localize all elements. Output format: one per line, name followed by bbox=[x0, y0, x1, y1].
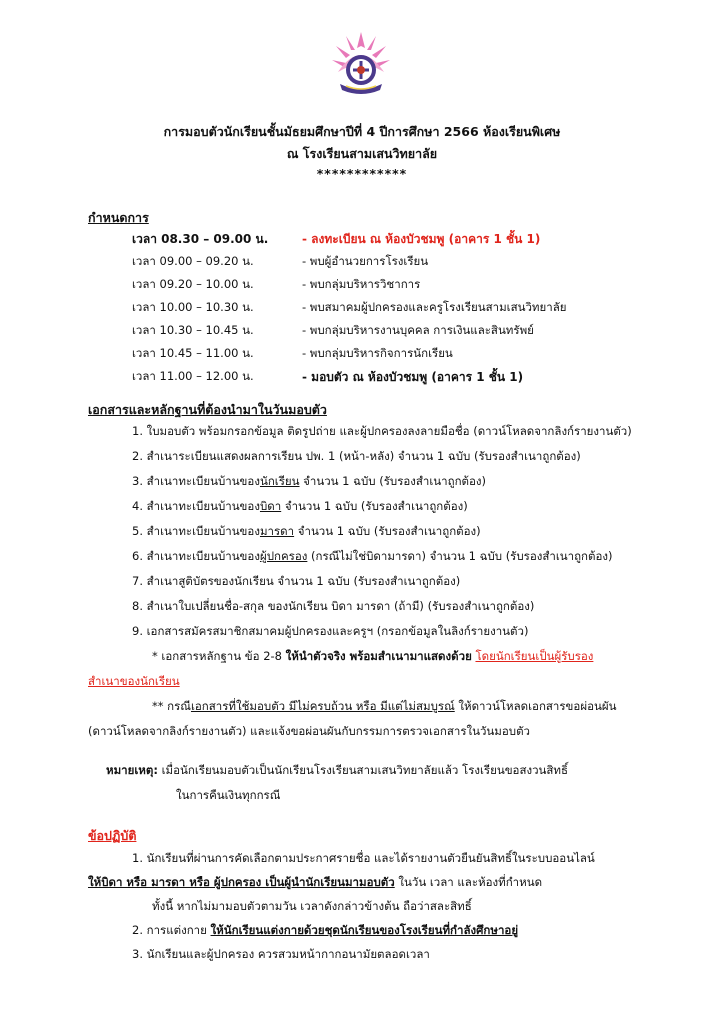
document-item-text: 2. สำเนาระเบียนแสดงผลการเรียน ปพ. 1 (หน้า-หลัง) จำนวน 1 ฉบับ (รับรองสำเนาถูกต้อง) bbox=[132, 449, 581, 463]
document-item-underlined: บิดา bbox=[259, 499, 282, 513]
document-item-text: 4. สำเนาทะเบียนบ้านของ bbox=[132, 499, 260, 513]
school-emblem-icon bbox=[328, 28, 394, 100]
document-title: การมอบตัวนักเรียนชั้นมัธยมศึกษาปีที่ 4 ปีการศึกษา 2566 ห้องเรียนพิเศษ bbox=[163, 124, 561, 139]
rule-text: 2. การแต่งกาย bbox=[132, 923, 211, 937]
note-original-documents bbox=[152, 648, 593, 666]
document-item bbox=[132, 448, 581, 466]
document-item-text: 7. สำเนาสูติบัตรของนักเรียน จำนวน 1 ฉบับ (รับรองสำเนาถูกต้อง) bbox=[132, 574, 461, 588]
document-item-text: จำนวน 1 ฉบับ (รับรองสำเนาถูกต้อง) bbox=[299, 474, 487, 488]
schedule-time: เวลา 09.20 – 10.00 น. bbox=[132, 277, 254, 291]
remark-text: เมื่อนักเรียนมอบตัวเป็นนักเรียนโรงเรียนสามเสนวิทยาลัยแล้ว โรงเรียนขอสงวนสิทธิ์ bbox=[157, 763, 569, 777]
documents-heading: เอกสารและหลักฐานที่ต้องนำมาในวันมอบตัว bbox=[88, 402, 327, 417]
document-item bbox=[132, 498, 468, 516]
document-item-underlined: นักเรียน bbox=[259, 474, 300, 488]
schedule-time: เวลา 10.00 – 10.30 น. bbox=[132, 300, 254, 314]
document-item-text: 9. เอกสารสมัครสมาชิกสมาคมผู้ปกครองและครูฯ (กรอกข้อมูลในลิงก์รายงานตัว) bbox=[132, 624, 529, 638]
rule-item: 1. นักเรียนที่ผ่านการคัดเลือกตามประกาศรายชื่อ และได้รายงานตัวยืนยันสิทธิ์ในระบบออนไลน์ bbox=[132, 851, 595, 865]
note-continuation: (ดาวน์โหลดจากลิงก์รายงานตัว) และแจ้งขอผ่อนผันกับกรรมการตรวจเอกสารในวันมอบตัว bbox=[88, 724, 530, 738]
document-item-text: 3. สำเนาทะเบียนบ้านของ bbox=[132, 474, 260, 488]
note-text: ** กรณี bbox=[152, 699, 191, 713]
document-item-underlined: มารดา bbox=[259, 524, 295, 538]
document-item bbox=[132, 548, 613, 566]
document-item bbox=[132, 573, 460, 591]
document-subtitle: ณ โรงเรียนสามเสนวิทยาลัย bbox=[286, 146, 438, 161]
remark bbox=[106, 762, 568, 780]
document-item bbox=[132, 598, 534, 616]
schedule-activity: - พบกลุ่มบริหารงานบุคคล การเงินและสินทรัพย์ bbox=[302, 323, 534, 337]
note-red-continuation: สำเนาของนักเรียน bbox=[88, 674, 180, 688]
note-bold-text: ให้นำตัวจริง พร้อมสำเนามาแสดงด้วย bbox=[285, 649, 472, 663]
document-item-text: 8. สำเนาใบเปลี่ยนชื่อ-สกุล ของนักเรียน บิดา มารดา (ถ้ามี) (รับรองสำเนาถูกต้อง) bbox=[132, 599, 535, 613]
rule-item: ทั้งนี้ หากไม่มามอบตัวตามวัน เวลาดังกล่าวข้างต้น ถือว่าสละสิทธิ์ bbox=[152, 899, 472, 913]
schedule-activity: - ลงทะเบียน ณ ห้องบัวชมพู (อาคาร 1 ชั้น 1) bbox=[302, 232, 541, 246]
note-underlined-text: เอกสารที่ใช้มอบตัว มีไม่ครบถ้วน หรือ มีแต่ไม่สมบูรณ์ bbox=[190, 699, 455, 713]
schedule-activity: - มอบตัว ณ ห้องบัวชมพู (อาคาร 1 ชั้น 1) bbox=[302, 370, 524, 384]
document-item bbox=[132, 473, 486, 491]
title-separator: ************ bbox=[316, 166, 408, 181]
rule-item: 3. นักเรียนและผู้ปกครอง ควรสวมหน้ากากอนามัยตลอดเวลา bbox=[132, 947, 430, 961]
document-item bbox=[132, 523, 481, 541]
rule-text: ในวัน เวลา และห้องที่กำหนด bbox=[394, 875, 543, 889]
document-item-text: (กรณีไม่ใช่บิดามารดา) จำนวน 1 ฉบับ (รับรองสำเนาถูกต้อง) bbox=[307, 549, 613, 563]
rule-bold-text: ให้บิดา หรือ มารดา หรือ ผู้ปกครอง เป็นผู้นำนักเรียนมามอบตัว bbox=[88, 875, 395, 889]
schedule-activity: - พบกลุ่มบริหารกิจการนักเรียน bbox=[302, 346, 453, 360]
note-red-text: โดยนักเรียนเป็นผู้รับรอง bbox=[475, 649, 594, 663]
document-item bbox=[132, 623, 528, 641]
note-incomplete-documents bbox=[152, 698, 616, 716]
schedule-time: เวลา 10.45 – 11.00 น. bbox=[132, 346, 254, 360]
schedule-activity: - พบสมาคมผู้ปกครองและครูโรงเรียนสามเสนวิทยาลัย bbox=[302, 300, 567, 314]
document-item-text: 6. สำเนาทะเบียนบ้านของ bbox=[132, 549, 260, 563]
remark-continuation: ในการคืนเงินทุกกรณี bbox=[176, 788, 281, 802]
document-item bbox=[132, 423, 632, 441]
rules-heading: ข้อปฏิบัติ bbox=[88, 828, 137, 843]
document-item-underlined: ผู้ปกครอง bbox=[259, 549, 308, 563]
rule-bold-text: ให้นักเรียนแต่งกายด้วยชุดนักเรียนของโรงเรียนที่กำลังศึกษาอยู่ bbox=[210, 923, 519, 937]
note-text: * เอกสารหลักฐาน ข้อ 2-8 bbox=[152, 649, 286, 663]
schedule-time: เวลา 10.30 – 10.45 น. bbox=[132, 323, 254, 337]
note-text: ให้ดาวน์โหลดเอกสารขอผ่อนผัน bbox=[454, 699, 617, 713]
schedule-heading: กำหนดการ bbox=[88, 210, 149, 225]
document-item-text: จำนวน 1 ฉบับ (รับรองสำเนาถูกต้อง) bbox=[281, 499, 468, 513]
document-item-text: 5. สำเนาทะเบียนบ้านของ bbox=[132, 524, 260, 538]
remark-label: หมายเหตุ: bbox=[106, 763, 158, 777]
schedule-time: เวลา 11.00 – 12.00 น. bbox=[132, 369, 254, 383]
schedule-time: เวลา 09.00 – 09.20 น. bbox=[132, 254, 254, 268]
schedule-activity: - พบผู้อำนวยการโรงเรียน bbox=[302, 254, 429, 268]
rule-item bbox=[88, 874, 542, 892]
document-item-text: 1. ใบมอบตัว พร้อมกรอกข้อมูล ติดรูปถ่าย และผู้ปกครองลงลายมือชื่อ (ดาวน์โหลดจากลิงก์รายงานตัว) bbox=[132, 424, 632, 438]
schedule-activity: - พบกลุ่มบริหารวิชาการ bbox=[302, 277, 421, 291]
schedule-time: เวลา 08.30 – 09.00 น. bbox=[132, 232, 269, 246]
rule-item bbox=[132, 922, 518, 940]
document-item-text: จำนวน 1 ฉบับ (รับรองสำเนาถูกต้อง) bbox=[294, 524, 481, 538]
